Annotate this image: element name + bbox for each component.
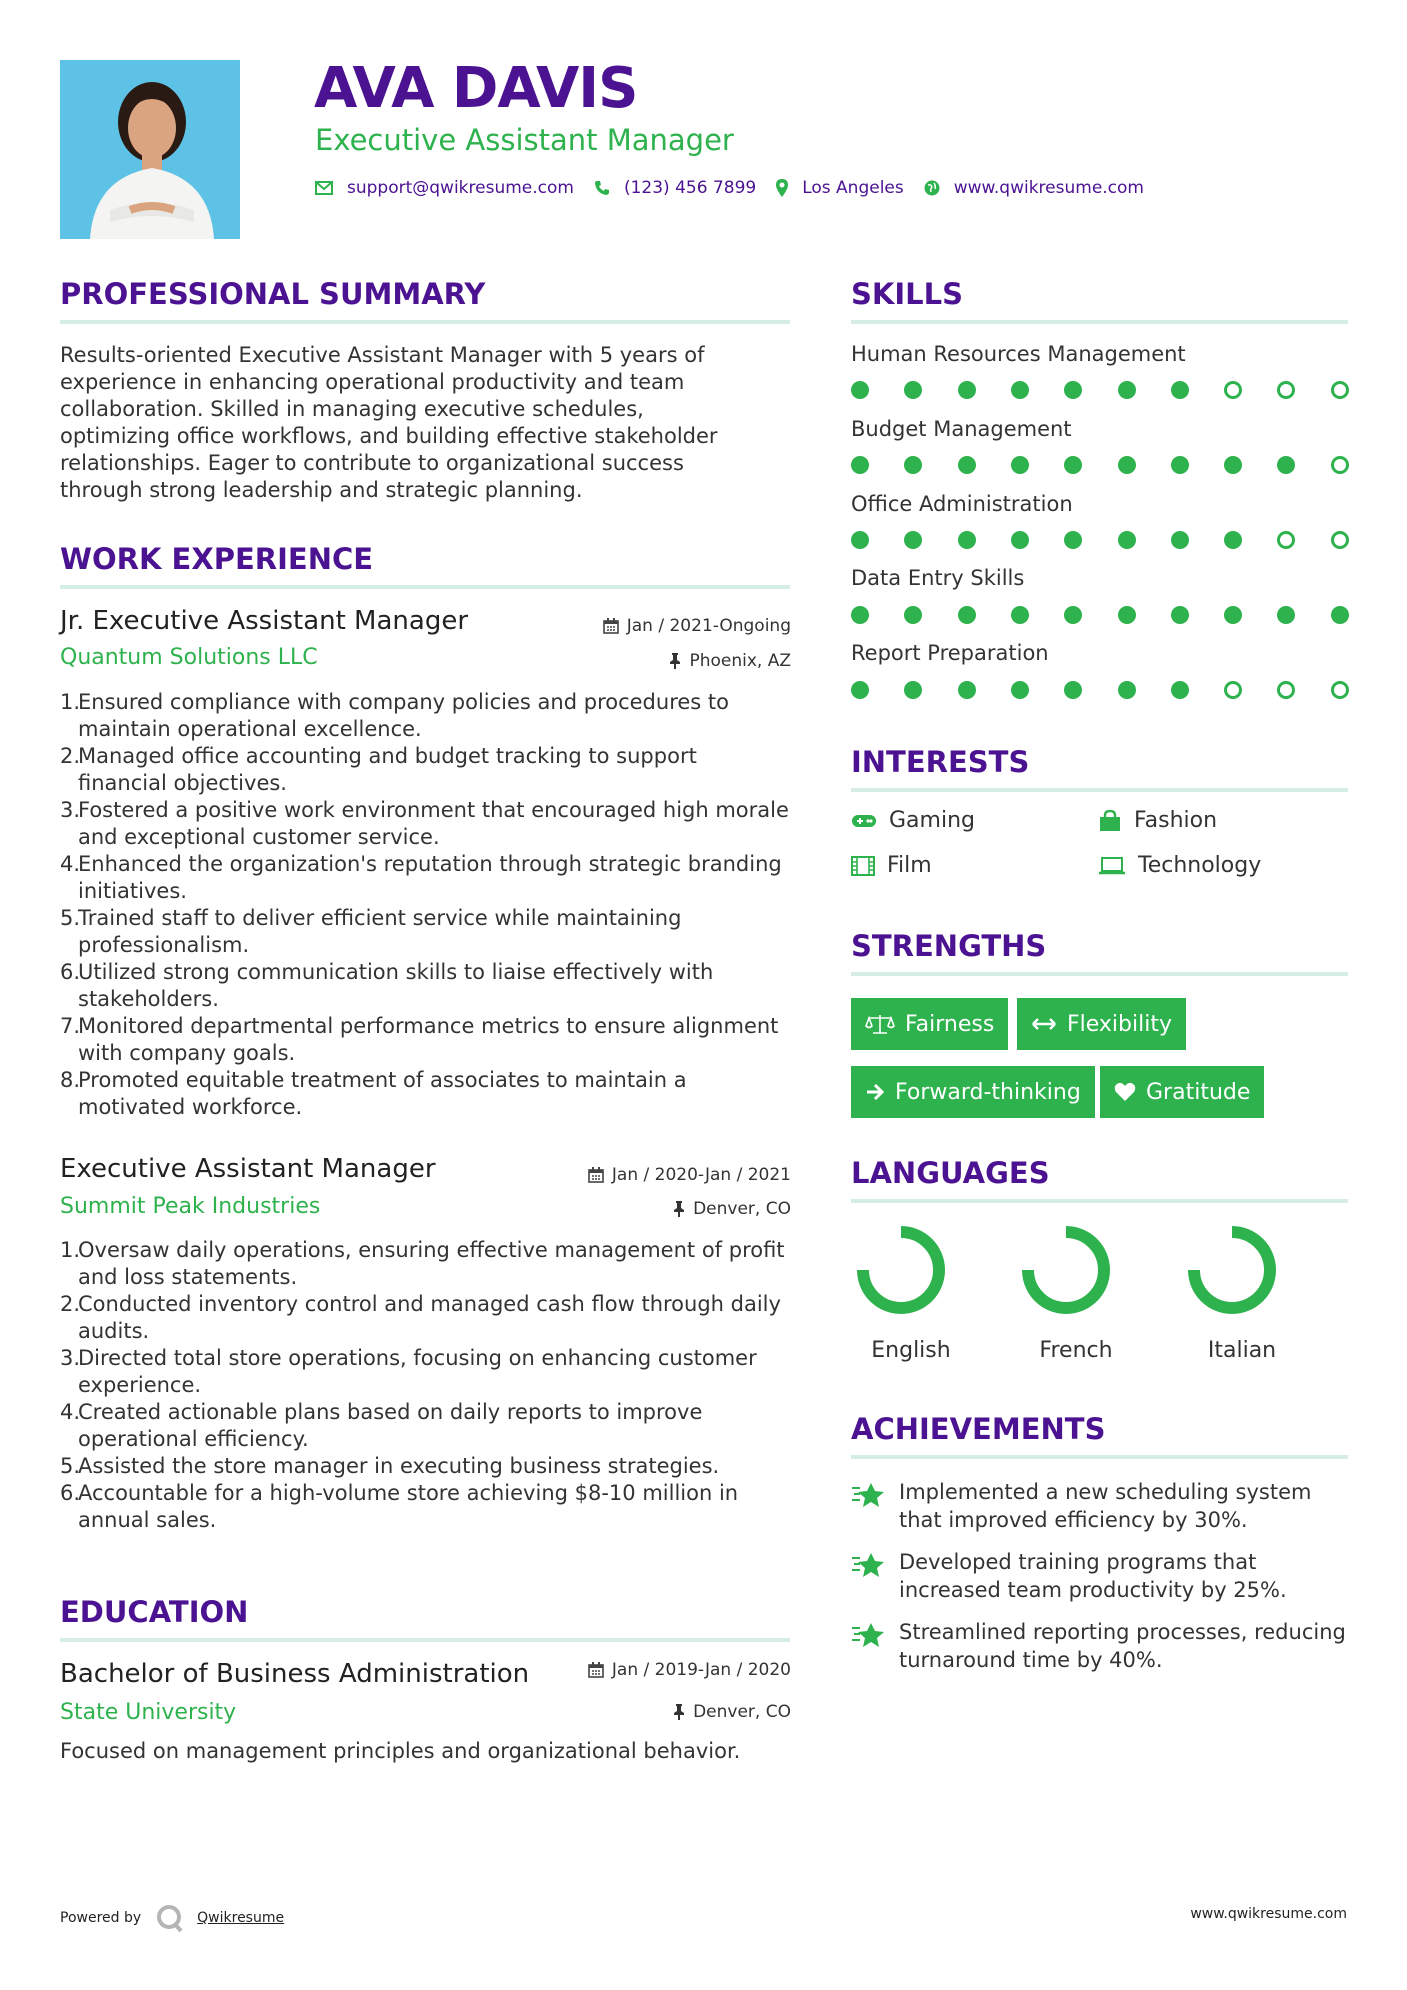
skill-dot-filled bbox=[1118, 381, 1136, 399]
skill-name: Report Preparation bbox=[851, 641, 1049, 665]
language-gauge bbox=[1006, 1222, 1126, 1322]
skill-dot-filled bbox=[904, 381, 922, 399]
strength-label: Flexibility bbox=[1067, 1011, 1172, 1037]
shopping-bag-icon bbox=[1098, 810, 1122, 832]
list-item: 4. Enhanced the organization's reputation through strategic branding initiatives. bbox=[60, 851, 790, 905]
skill-dot-filled bbox=[1064, 381, 1082, 399]
skill-dot-filled bbox=[958, 681, 976, 699]
powered-by-text: Powered by bbox=[60, 1910, 142, 1926]
list-item: 5. Trained staff to deliver efficient service while maintaining professionalism. bbox=[60, 905, 790, 959]
skill-dot-filled bbox=[851, 531, 869, 549]
bullet-text: Managed office accounting and budget tracking to support financial objectives. bbox=[78, 744, 697, 795]
skill-dot-filled bbox=[1118, 531, 1136, 549]
achievement-item bbox=[851, 1478, 1351, 1534]
skill-rating bbox=[851, 531, 1351, 551]
skill-dot-filled bbox=[958, 606, 976, 624]
strength-label: Forward-thinking bbox=[895, 1079, 1081, 1105]
education-heading: EDUCATION bbox=[60, 1595, 249, 1629]
strength-tag bbox=[1100, 1066, 1264, 1118]
qwikresume-logo-icon bbox=[155, 1903, 185, 1933]
candidate-title: Executive Assistant Manager bbox=[315, 123, 734, 157]
skill-dot-filled bbox=[851, 681, 869, 699]
language-arc bbox=[1194, 1232, 1270, 1308]
bullet-text: Trained staff to deliver efficient service while maintaining professionalism. bbox=[78, 906, 682, 957]
contact-website[interactable] bbox=[924, 178, 1144, 198]
contact-location bbox=[776, 178, 904, 198]
bullet-text: Directed total store operations, focusing on enhancing customer experience. bbox=[78, 1346, 757, 1397]
skill-dot-filled bbox=[851, 456, 869, 474]
strength-tag bbox=[851, 998, 1008, 1050]
summary-text: Results-oriented Executive Assistant Manager with 5 years of experience in enhancing operational productivity and team collaboration. Skilled in managing executive schedules, optimizing office workflows, and building effective stakeholder relationships. Eager to contribute to organizational success through strong leadership and strategic planning. bbox=[60, 343, 718, 502]
skill-dot-filled bbox=[1277, 606, 1295, 624]
arrow-right-icon bbox=[865, 1083, 885, 1101]
skill-dot-filled bbox=[1331, 606, 1349, 624]
skill-dot-filled bbox=[1224, 606, 1242, 624]
list-item: 1. Ensured compliance with company policies and procedures to maintain operational excellence. bbox=[60, 689, 790, 743]
job-bullets bbox=[60, 689, 790, 1121]
language-gauge bbox=[1172, 1222, 1292, 1322]
skill-dot-filled bbox=[1011, 681, 1029, 699]
email-text: support@qwikresume.com bbox=[347, 178, 574, 198]
skill-dot-empty bbox=[1277, 531, 1295, 549]
list-item: 5. Assisted the store manager in executing business strategies. bbox=[60, 1454, 720, 1478]
interest-item bbox=[851, 853, 932, 878]
school-name: State University bbox=[60, 1700, 237, 1725]
skill-name: Budget Management bbox=[851, 417, 1072, 441]
balance-scale-icon bbox=[865, 1013, 895, 1035]
skill-rating bbox=[851, 456, 1351, 476]
achievements-heading: ACHIEVEMENTS bbox=[851, 1412, 1106, 1446]
skill-dot-empty bbox=[1331, 381, 1349, 399]
skill-dot-filled bbox=[851, 606, 869, 624]
website-text: www.qwikresume.com bbox=[953, 178, 1144, 198]
calendar-icon bbox=[588, 1167, 604, 1183]
skill-dot-filled bbox=[904, 681, 922, 699]
skill-dot-filled bbox=[1171, 531, 1189, 549]
job-dates-text: Jan / 2020-Jan / 2021 bbox=[611, 1165, 791, 1185]
globe-icon bbox=[924, 180, 940, 196]
list-item: 3. Fostered a positive work environment that encouraged high morale and exceptional customer service. bbox=[60, 798, 789, 849]
bullet-text: Conducted inventory control and managed cash flow through daily audits. bbox=[78, 1292, 781, 1343]
list-item: 4. Created actionable plans based on daily reports to improve operational efficiency. bbox=[60, 1399, 790, 1453]
education-divider bbox=[60, 1638, 790, 1642]
interests-divider bbox=[851, 788, 1348, 792]
job-title: Jr. Executive Assistant Manager bbox=[60, 606, 469, 636]
list-item: 1. Oversaw daily operations, ensuring effective management of profit and loss statements. bbox=[60, 1237, 790, 1291]
skill-dot-filled bbox=[1171, 606, 1189, 624]
skill-rating bbox=[851, 681, 1351, 701]
job-location-text: Denver, CO bbox=[693, 1199, 791, 1219]
star-icon bbox=[851, 1482, 885, 1508]
brand-link[interactable]: Qwikresume bbox=[197, 1910, 285, 1926]
experience-heading: WORK EXPERIENCE bbox=[60, 542, 374, 576]
calendar-icon bbox=[588, 1662, 604, 1678]
degree-title: Bachelor of Business Administration bbox=[60, 1659, 530, 1689]
interest-label: Gaming bbox=[889, 808, 975, 833]
skill-dot-filled bbox=[1224, 531, 1242, 549]
list-item: 8. Promoted equitable treatment of associates to maintain a motivated workforce. bbox=[60, 1067, 790, 1121]
achievement-item bbox=[851, 1618, 1351, 1674]
list-item: 2. Managed office accounting and budget tracking to support financial objectives. bbox=[60, 743, 790, 797]
interest-item bbox=[1098, 853, 1261, 878]
languages-heading: LANGUAGES bbox=[851, 1156, 1050, 1190]
list-item: 3. Directed total store operations, focusing on enhancing customer experience. bbox=[60, 1345, 790, 1399]
summary-heading: PROFESSIONAL SUMMARY bbox=[60, 277, 486, 311]
list-item: 2. Conducted inventory control and managed cash flow through daily audits. bbox=[60, 1291, 790, 1345]
job-location-text: Phoenix, AZ bbox=[689, 651, 791, 671]
skill-dot-empty bbox=[1277, 381, 1295, 399]
job-dates bbox=[588, 1165, 791, 1185]
skill-dot-filled bbox=[851, 381, 869, 399]
gamepad-icon bbox=[851, 813, 877, 829]
job-dates-text: Jan / 2021-Ongoing bbox=[626, 616, 791, 636]
language-label: Italian bbox=[1207, 1338, 1277, 1363]
heart-icon bbox=[1114, 1082, 1136, 1102]
arrows-h-icon bbox=[1031, 1017, 1057, 1031]
interest-label: Film bbox=[887, 853, 932, 878]
skill-dot-filled bbox=[1011, 531, 1029, 549]
skill-dot-filled bbox=[1064, 681, 1082, 699]
interest-label: Technology bbox=[1138, 853, 1262, 878]
job-bullets bbox=[60, 1237, 790, 1534]
company-name: Summit Peak Industries bbox=[60, 1194, 321, 1219]
job-location bbox=[669, 651, 791, 671]
language-arc bbox=[1028, 1232, 1104, 1308]
interest-item bbox=[851, 808, 975, 833]
contact-bar bbox=[315, 178, 1164, 198]
education-location-text: Denver, CO bbox=[693, 1702, 791, 1722]
skill-dot-filled bbox=[1064, 456, 1082, 474]
contact-email[interactable] bbox=[315, 178, 574, 198]
achievements-divider bbox=[851, 1455, 1348, 1459]
achievement-text: Implemented a new scheduling system that improved efficiency by 30%. bbox=[899, 1480, 1312, 1532]
languages-divider bbox=[851, 1199, 1348, 1203]
strengths-divider bbox=[851, 972, 1348, 976]
experience-divider bbox=[60, 585, 790, 589]
skill-dot-empty bbox=[1224, 381, 1242, 399]
phone-text: (123) 456 7899 bbox=[623, 178, 757, 198]
summary-divider bbox=[60, 320, 790, 324]
strength-tag bbox=[1017, 998, 1186, 1050]
location-text: Los Angeles bbox=[802, 178, 904, 198]
education-dates-text: Jan / 2019-Jan / 2020 bbox=[611, 1660, 791, 1680]
list-item: 6. Accountable for a high-volume store achieving $8-10 million in annual sales. bbox=[60, 1480, 790, 1534]
laptop-icon bbox=[1098, 857, 1126, 875]
pushpin-icon bbox=[673, 1201, 685, 1217]
skill-dot-filled bbox=[904, 531, 922, 549]
strength-tag bbox=[851, 1066, 1095, 1118]
strength-label: Gratitude bbox=[1146, 1079, 1251, 1105]
star-icon bbox=[851, 1622, 885, 1648]
phone-icon bbox=[594, 180, 610, 196]
skill-dot-filled bbox=[1118, 456, 1136, 474]
skill-name: Human Resources Management bbox=[851, 342, 1186, 366]
skills-divider bbox=[851, 320, 1348, 324]
language-label: English bbox=[871, 1338, 951, 1363]
skill-name: Data Entry Skills bbox=[851, 566, 1025, 590]
contact-phone[interactable] bbox=[594, 178, 756, 198]
bullet-text: Enhanced the organization's reputation through strategic branding initiatives. bbox=[78, 852, 782, 903]
skill-dot-filled bbox=[904, 456, 922, 474]
footer-powered-by bbox=[60, 1903, 284, 1933]
skill-dot-empty bbox=[1277, 681, 1295, 699]
skill-dot-filled bbox=[1011, 456, 1029, 474]
list-item: 7. Monitored departmental performance metrics to ensure alignment with company goals. bbox=[60, 1013, 790, 1067]
pushpin-icon bbox=[669, 653, 681, 669]
bullet-text: Promoted equitable treatment of associates to maintain a motivated workforce. bbox=[78, 1068, 687, 1119]
bullet-text: Oversaw daily operations, ensuring effective management of profit and loss statements. bbox=[78, 1238, 785, 1289]
skill-rating bbox=[851, 606, 1351, 626]
skill-dot-empty bbox=[1331, 681, 1349, 699]
bullet-text: Ensured compliance with company policies and procedures to maintain operational excellence. bbox=[78, 690, 729, 741]
achievement-text: Streamlined reporting processes, reducing turnaround time by 40%. bbox=[899, 1620, 1346, 1672]
strengths-heading: STRENGTHS bbox=[851, 929, 1047, 963]
bullet-text: Accountable for a high-volume store achieving $8-10 million in annual sales. bbox=[78, 1481, 739, 1532]
language-label: French bbox=[1039, 1338, 1113, 1363]
interests-heading: INTERESTS bbox=[851, 745, 1030, 779]
job-dates bbox=[603, 616, 791, 636]
skill-dot-filled bbox=[1064, 531, 1082, 549]
interest-item bbox=[1098, 808, 1217, 833]
skill-dot-filled bbox=[1118, 606, 1136, 624]
footer-website[interactable]: www.qwikresume.com bbox=[1190, 1906, 1347, 1922]
skill-name: Office Administration bbox=[851, 492, 1073, 516]
pushpin-icon bbox=[673, 1704, 685, 1720]
skill-dot-filled bbox=[1171, 681, 1189, 699]
achievement-text: Developed training programs that increased team productivity by 25%. bbox=[899, 1550, 1287, 1602]
candidate-name: AVA DAVIS bbox=[314, 56, 638, 121]
skills-heading: SKILLS bbox=[851, 277, 963, 311]
bullet-text: Monitored departmental performance metrics to ensure alignment with company goals. bbox=[78, 1014, 779, 1065]
envelope-icon bbox=[315, 181, 333, 195]
language-gauge bbox=[841, 1222, 961, 1322]
skill-rating bbox=[851, 381, 1351, 401]
skill-dot-filled bbox=[1011, 606, 1029, 624]
education-description: Focused on management principles and organizational behavior. bbox=[60, 1739, 741, 1763]
skill-dot-empty bbox=[1331, 531, 1349, 549]
achievement-item bbox=[851, 1548, 1351, 1604]
company-name: Quantum Solutions LLC bbox=[60, 645, 318, 670]
bullet-text: Assisted the store manager in executing business strategies. bbox=[78, 1454, 720, 1478]
person-portrait-icon bbox=[60, 60, 240, 239]
language-arc bbox=[863, 1232, 939, 1308]
list-item: 6. Utilized strong communication skills to liaise effectively with stakeholders. bbox=[60, 959, 790, 1013]
skill-dot-filled bbox=[1171, 456, 1189, 474]
bullet-text: Fostered a positive work environment that encouraged high morale and exceptional customer service. bbox=[78, 798, 789, 849]
bullet-text: Created actionable plans based on daily reports to improve operational efficiency. bbox=[78, 1400, 703, 1451]
skill-dot-filled bbox=[1064, 606, 1082, 624]
profile-photo bbox=[60, 60, 240, 239]
film-icon bbox=[851, 856, 875, 876]
interest-label: Fashion bbox=[1134, 808, 1218, 833]
skill-dot-empty bbox=[1224, 681, 1242, 699]
skill-dot-filled bbox=[1118, 681, 1136, 699]
calendar-icon bbox=[603, 618, 619, 634]
skill-dot-filled bbox=[904, 606, 922, 624]
job-title: Executive Assistant Manager bbox=[60, 1154, 436, 1184]
job-location bbox=[673, 1199, 791, 1219]
skill-dot-filled bbox=[1277, 456, 1295, 474]
education-location bbox=[673, 1702, 791, 1722]
education-dates bbox=[588, 1660, 791, 1680]
skill-dot-empty bbox=[1331, 456, 1349, 474]
bullet-text: Utilized strong communication skills to liaise effectively with stakeholders. bbox=[78, 960, 714, 1011]
strength-label: Fairness bbox=[905, 1011, 995, 1037]
skill-dot-filled bbox=[1011, 381, 1029, 399]
map-marker-icon bbox=[776, 179, 788, 197]
skill-dot-filled bbox=[958, 381, 976, 399]
skill-dot-filled bbox=[958, 531, 976, 549]
skill-dot-filled bbox=[958, 456, 976, 474]
skill-dot-filled bbox=[1171, 381, 1189, 399]
skill-dot-filled bbox=[1224, 456, 1242, 474]
star-icon bbox=[851, 1552, 885, 1578]
